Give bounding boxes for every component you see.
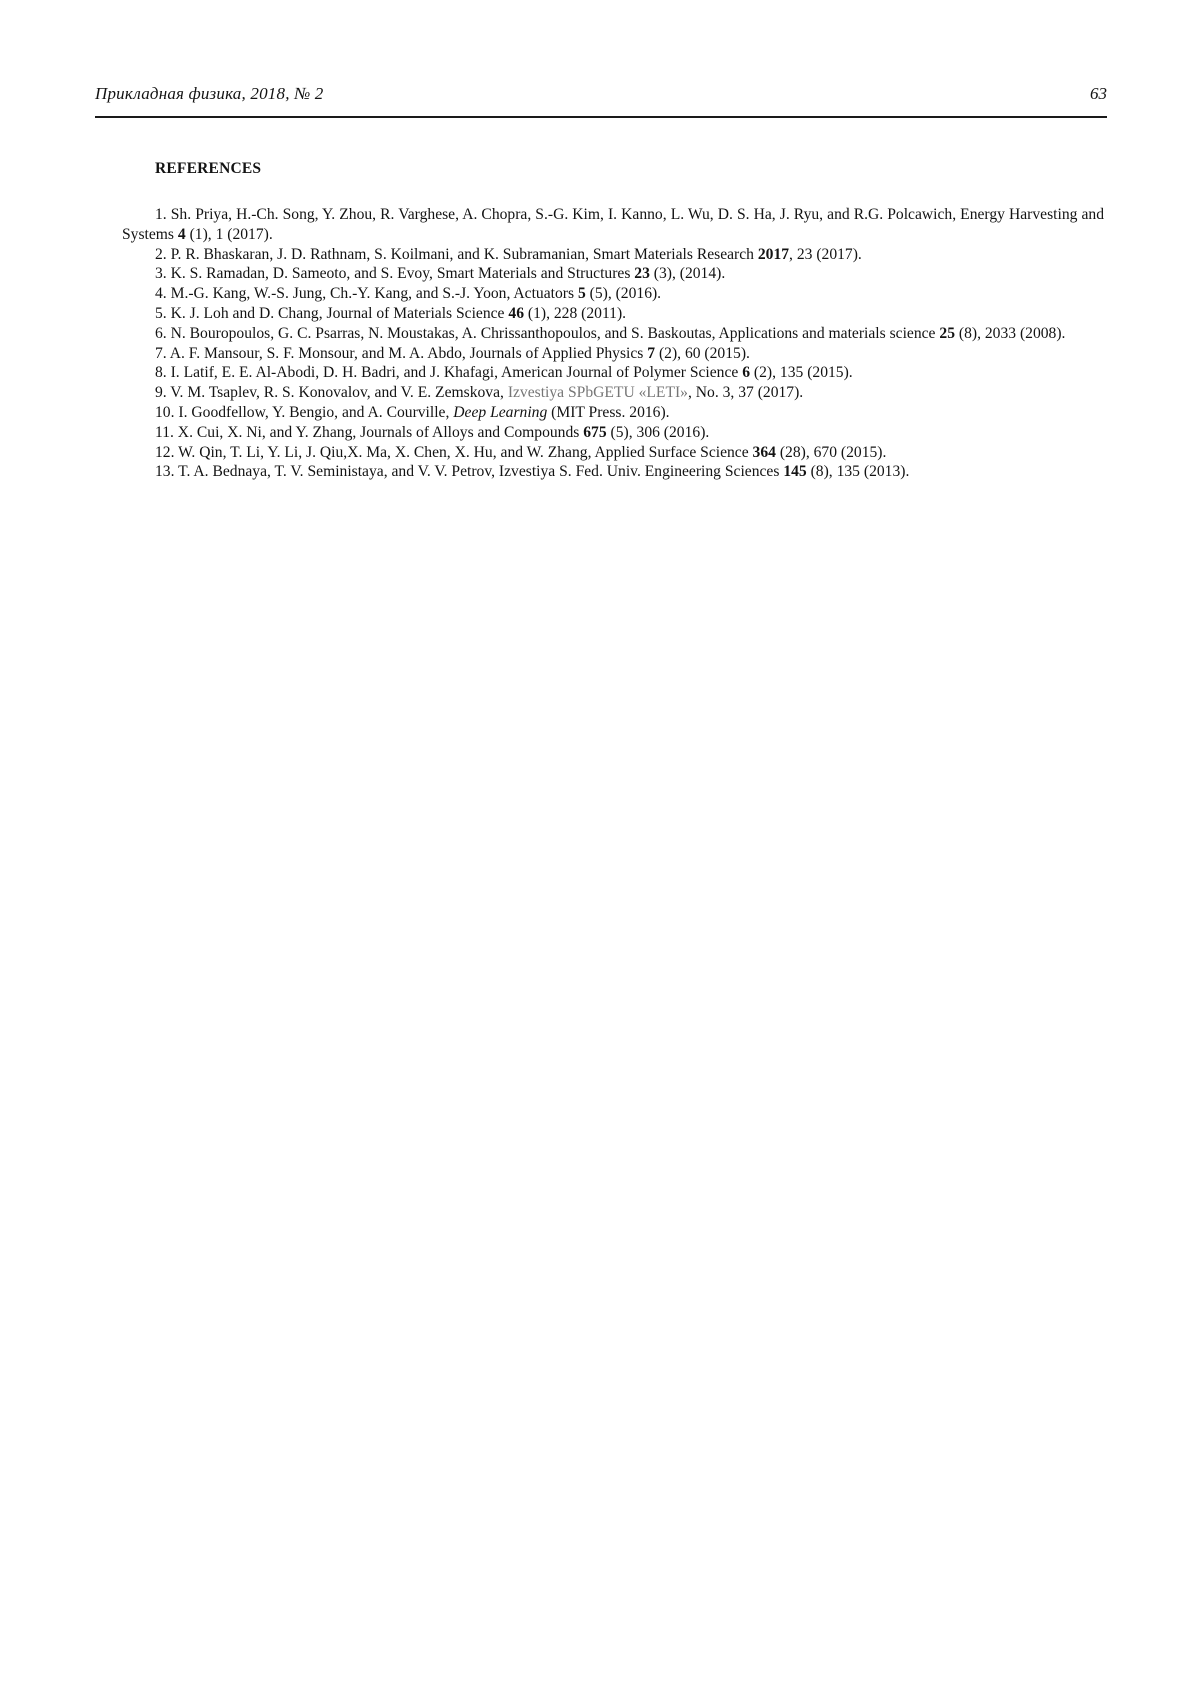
reference-segment: (5), 306 (2016).: [606, 423, 710, 441]
page-content: [122, 160, 1104, 482]
references-heading: REFERENCES: [155, 160, 262, 177]
reference-segment: 5. K. J. Loh and D. Chang, Journal of Materials Science: [155, 304, 509, 322]
reference-segment: 9. V. M. Tsaplev, R. S. Konovalov, and V. E. Zemskova,: [155, 384, 508, 402]
reference-item: [122, 205, 1104, 245]
reference-segment: (1), 1 (2017).: [185, 225, 273, 243]
reference-segment: (8), 135 (2013).: [806, 463, 910, 481]
reference-segment: 12. W. Qin, T. Li, Y. Li, J. Qiu,X. Ma, X. Chen, X. Hu, and W. Zhang, Applied Surface Science: [155, 443, 753, 461]
reference-segment: 10. I. Goodfellow, Y. Bengio, and A. Courville,: [155, 403, 454, 421]
reference-segment: 4. M.-G. Kang, W.-S. Jung, Ch.-Y. Kang, and S.-J. Yoon, Actuators: [155, 285, 578, 303]
page-number: 63: [1090, 84, 1107, 103]
journal-title: Прикладная физика, 2018, № 2: [95, 84, 324, 103]
reference-segment: (1), 228 (2011).: [523, 304, 627, 322]
reference-segment: 23: [634, 265, 650, 283]
reference-segment: (MIT Press. 2016).: [547, 403, 670, 421]
references-list: [122, 205, 1104, 482]
running-head: [95, 84, 1107, 118]
reference-item: [122, 264, 1104, 284]
reference-item: [122, 383, 1104, 403]
reference-segment: 46: [508, 304, 524, 322]
reference-segment: 11. X. Cui, X. Ni, and Y. Zhang, Journals of Alloys and Compounds: [155, 423, 584, 441]
reference-item: [122, 443, 1104, 463]
reference-item: [122, 245, 1104, 265]
reference-segment: 675: [583, 423, 607, 441]
reference-segment: , No. 3, 37 (2017).: [687, 384, 804, 402]
reference-segment: (3), (2014).: [649, 265, 726, 283]
reference-segment: (2), 135 (2015).: [750, 364, 853, 382]
reference-segment: 1. Sh. Priya, H.-Ch. Song, Y. Zhou, R. Varghese, A. Chopra, S.-G. Kim, I. Kanno, L. Wu, D. S. Ha, J. Ryu, and R.G. Polcawich, Energy Harvesting and Systems: [122, 206, 1104, 243]
reference-segment: 7. A. F. Mansour, S. F. Monsour, and M. A. Abdo, Journals of Applied Physics: [155, 344, 648, 362]
reference-segment: 7: [647, 344, 656, 362]
reference-segment: , 23 (2017).: [789, 245, 862, 263]
reference-segment: 145: [783, 463, 807, 481]
reference-segment: (28), 670 (2015).: [775, 443, 887, 461]
reference-segment: 2017: [757, 245, 790, 263]
reference-segment: (8), 2033 (2008).: [954, 324, 1066, 342]
reference-item: [122, 344, 1104, 364]
reference-item: [122, 462, 1104, 482]
reference-segment: 8. I. Latif, E. E. Al-Abodi, D. H. Badri, and J. Khafagi, American Journal of Polymer Science: [155, 364, 743, 382]
reference-item: [122, 304, 1104, 324]
reference-item: [122, 423, 1104, 443]
reference-segment: 13. T. A. Bednaya, T. V. Seministaya, and V. V. Petrov, Izvestiya S. Fed. Univ. Engineering Sciences: [155, 463, 784, 481]
reference-segment: 6: [742, 364, 751, 382]
reference-item: [122, 284, 1104, 304]
reference-segment: 2. P. R. Bhaskaran, J. D. Rathnam, S. Koilmani, and K. Subramanian, Smart Materials Research: [155, 245, 758, 263]
reference-segment: 25: [939, 324, 955, 342]
reference-item: [122, 403, 1104, 423]
reference-segment: 3. K. S. Ramadan, D. Sameoto, and S. Evoy, Smart Materials and Structures: [155, 265, 635, 283]
reference-segment: Izvestiya SPbGETU «LETI»: [507, 384, 688, 402]
reference-segment: 364: [752, 443, 776, 461]
reference-segment: Deep Learning: [453, 403, 548, 421]
reference-item: [122, 324, 1104, 344]
reference-segment: 6. N. Bouropoulos, G. C. Psarras, N. Moustakas, A. Chrissanthopoulos, and S. Baskoutas, Applications and materials science: [155, 324, 940, 342]
reference-segment: 5: [577, 285, 586, 303]
reference-segment: 4: [177, 225, 186, 243]
reference-segment: (5), (2016).: [585, 285, 662, 303]
reference-segment: (2), 60 (2015).: [655, 344, 750, 362]
reference-item: [122, 363, 1104, 383]
